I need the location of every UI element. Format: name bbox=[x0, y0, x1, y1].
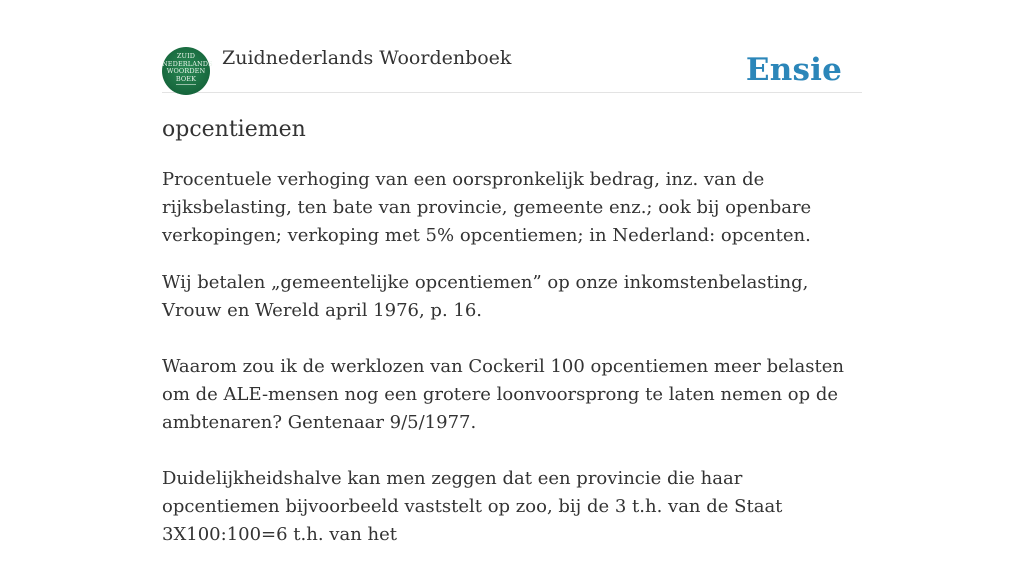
example-quote: Wij betalen „gemeentelijke opcentiemen” op onze inkomstenbelasting, Vrouw en Wereld april 1976, p. 16. bbox=[162, 272, 809, 321]
ensie-logo-link[interactable]: Ensie bbox=[745, 52, 842, 88]
example-quote: Duidelijkheidshalve kan men zeggen dat een provincie die haar opcentiemen bijvoorbeeld vaststelt op zoo, bij de 3 t.h. van de Staat 3X100:100=6 t.h. van het bbox=[162, 468, 783, 545]
logo-rule bbox=[176, 84, 196, 85]
dictionary-name-link[interactable]: Zuidnederlands Woordenboek bbox=[222, 47, 512, 69]
dictionary-logo[interactable] bbox=[162, 47, 213, 95]
logo-lettering: ZUID NEDERLANDS WOORDEN BOEK bbox=[162, 52, 213, 83]
page-title: opcentiemen bbox=[162, 117, 306, 142]
entry-content bbox=[162, 114, 862, 568]
definition-text: Procentuele verhoging van een oorspronkelijk bedrag, inz. van de rijksbelasting, ten bate van provincie, gemeente enz.; ook bij openbare verkopingen; verkoping met 5% opcentiemen; in Nederland: opcenten. bbox=[162, 169, 812, 246]
site-header bbox=[162, 44, 862, 93]
example-quote: Waarom zou ik de werklozen van Cockeril 100 opcentiemen meer belasten om de ALE-mensen nog een grotere loonvoorsprong te laten nemen op de ambtenaren? Gentenaar 9/5/1977. bbox=[162, 356, 844, 433]
